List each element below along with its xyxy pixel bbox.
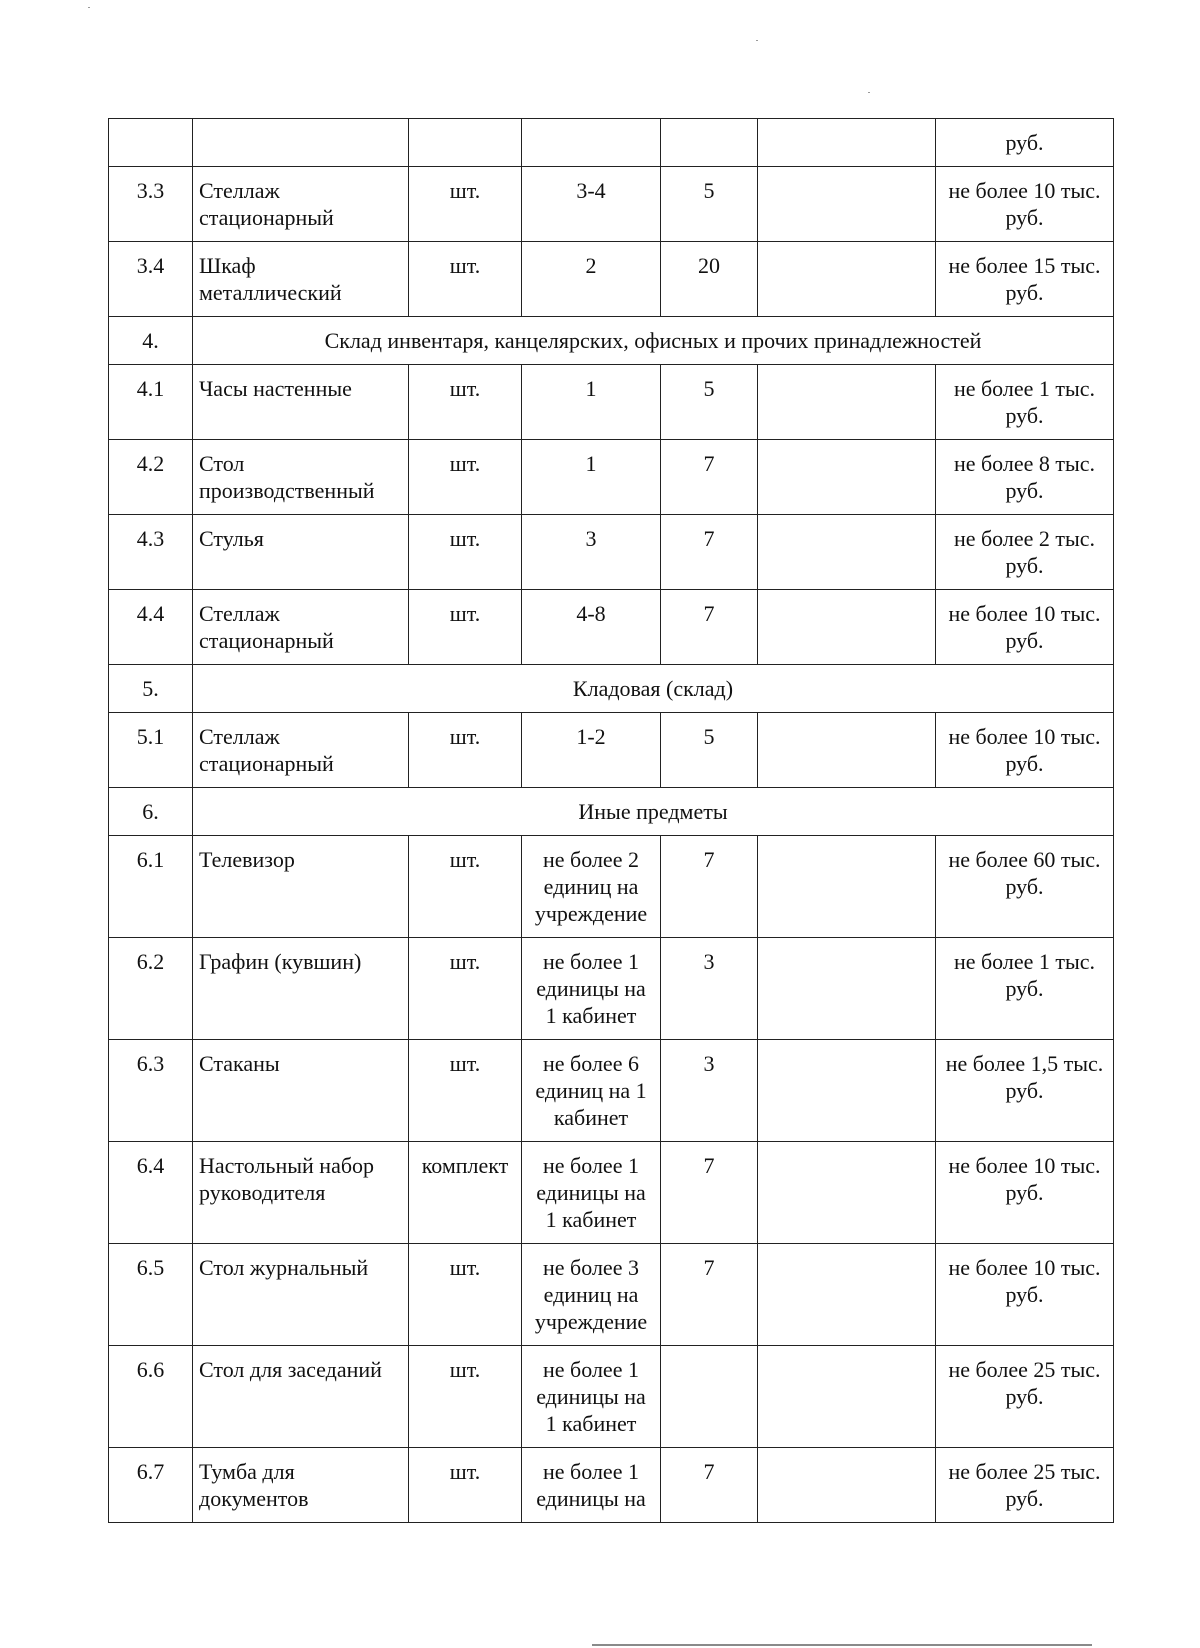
- unit-cell: шт.: [409, 1346, 522, 1448]
- note-cell: [758, 440, 936, 515]
- years-cell: 5: [661, 365, 758, 440]
- section-row: [109, 665, 1114, 713]
- section-number: 5.: [109, 665, 193, 713]
- num-cell: 6.1: [109, 836, 193, 938]
- name-cell: Настольный набор руководителя: [193, 1142, 409, 1244]
- years-cell: 7: [661, 1142, 758, 1244]
- unit-cell: шт.: [409, 590, 522, 665]
- note-cell: [758, 1244, 936, 1346]
- table-row: [109, 1040, 1114, 1142]
- table-row: [109, 590, 1114, 665]
- unit-cell: шт.: [409, 365, 522, 440]
- name-cell: Графин (кувшин): [193, 938, 409, 1040]
- unit-cell: шт.: [409, 1040, 522, 1142]
- qty-cell: 3: [522, 515, 661, 590]
- years-cell: 3: [661, 1040, 758, 1142]
- qty-cell: [522, 119, 661, 167]
- table-row: [109, 1244, 1114, 1346]
- note-cell: [758, 365, 936, 440]
- unit-cell: [409, 119, 522, 167]
- note-cell: [758, 1448, 936, 1523]
- scan-artifact: [868, 92, 870, 93]
- section-title: Иные предметы: [193, 788, 1114, 836]
- name-cell: Стулья: [193, 515, 409, 590]
- note-cell: [758, 242, 936, 317]
- price-cell: не более 10 тыс. руб.: [936, 713, 1114, 788]
- name-cell: Стеллаж стационарный: [193, 167, 409, 242]
- name-cell: Тумба для документов: [193, 1448, 409, 1523]
- qty-cell: 3-4: [522, 167, 661, 242]
- num-cell: 4.4: [109, 590, 193, 665]
- years-cell: 7: [661, 515, 758, 590]
- unit-cell: шт.: [409, 836, 522, 938]
- note-cell: [758, 167, 936, 242]
- table-row: [109, 365, 1114, 440]
- table-row: [109, 1142, 1114, 1244]
- num-cell: 4.1: [109, 365, 193, 440]
- qty-cell: 1: [522, 365, 661, 440]
- table-row: [109, 836, 1114, 938]
- qty-cell: не более 1 единицы на: [522, 1448, 661, 1523]
- note-cell: [758, 1346, 936, 1448]
- qty-cell: не более 1 единицы на 1 кабинет: [522, 1346, 661, 1448]
- note-cell: [758, 713, 936, 788]
- price-cell: руб.: [936, 119, 1114, 167]
- name-cell: [193, 119, 409, 167]
- num-cell: 6.4: [109, 1142, 193, 1244]
- years-cell: 5: [661, 713, 758, 788]
- price-cell: не более 15 тыс. руб.: [936, 242, 1114, 317]
- num-cell: 3.4: [109, 242, 193, 317]
- section-title: Склад инвентаря, канцелярских, офисных и прочих принадлежностей: [193, 317, 1114, 365]
- table-row: [109, 938, 1114, 1040]
- table-row: [109, 242, 1114, 317]
- section-number: 6.: [109, 788, 193, 836]
- section-title: Кладовая (склад): [193, 665, 1114, 713]
- name-cell: Стол журнальный: [193, 1244, 409, 1346]
- price-cell: не более 2 тыс. руб.: [936, 515, 1114, 590]
- price-cell: не более 10 тыс. руб.: [936, 167, 1114, 242]
- table-body: [109, 119, 1114, 1523]
- note-cell: [758, 938, 936, 1040]
- inventory-norms-table: [108, 118, 1114, 1523]
- note-cell: [758, 836, 936, 938]
- name-cell: Стаканы: [193, 1040, 409, 1142]
- num-cell: 6.6: [109, 1346, 193, 1448]
- price-cell: не более 1 тыс. руб.: [936, 365, 1114, 440]
- continuation-row: [109, 119, 1114, 167]
- name-cell: Стол производственный: [193, 440, 409, 515]
- num-cell: [109, 119, 193, 167]
- years-cell: 5: [661, 167, 758, 242]
- note-cell: [758, 590, 936, 665]
- price-cell: не более 1,5 тыс. руб.: [936, 1040, 1114, 1142]
- unit-cell: шт.: [409, 713, 522, 788]
- years-cell: 7: [661, 590, 758, 665]
- qty-cell: не более 3 единиц на учреждение: [522, 1244, 661, 1346]
- name-cell: Стеллаж стационарный: [193, 590, 409, 665]
- qty-cell: 4-8: [522, 590, 661, 665]
- price-cell: не более 25 тыс. руб.: [936, 1448, 1114, 1523]
- qty-cell: 1: [522, 440, 661, 515]
- price-cell: не более 8 тыс. руб.: [936, 440, 1114, 515]
- unit-cell: шт.: [409, 1448, 522, 1523]
- price-cell: не более 10 тыс. руб.: [936, 1142, 1114, 1244]
- years-cell: 3: [661, 938, 758, 1040]
- price-cell: не более 10 тыс. руб.: [936, 590, 1114, 665]
- num-cell: 6.2: [109, 938, 193, 1040]
- page-edge-line: [592, 1644, 1092, 1646]
- table-row: [109, 440, 1114, 515]
- num-cell: 6.5: [109, 1244, 193, 1346]
- note-cell: [758, 1142, 936, 1244]
- qty-cell: 2: [522, 242, 661, 317]
- num-cell: 4.3: [109, 515, 193, 590]
- num-cell: 4.2: [109, 440, 193, 515]
- unit-cell: шт.: [409, 938, 522, 1040]
- years-cell: 7: [661, 1448, 758, 1523]
- note-cell: [758, 119, 936, 167]
- years-cell: 7: [661, 440, 758, 515]
- unit-cell: шт.: [409, 167, 522, 242]
- years-cell: 7: [661, 1244, 758, 1346]
- table-row: [109, 713, 1114, 788]
- num-cell: 5.1: [109, 713, 193, 788]
- name-cell: Стол для заседаний: [193, 1346, 409, 1448]
- years-cell: 20: [661, 242, 758, 317]
- unit-cell: шт.: [409, 440, 522, 515]
- name-cell: Телевизор: [193, 836, 409, 938]
- qty-cell: не более 1 единицы на 1 кабинет: [522, 938, 661, 1040]
- unit-cell: шт.: [409, 1244, 522, 1346]
- table-row: [109, 515, 1114, 590]
- unit-cell: комплект: [409, 1142, 522, 1244]
- table-row: [109, 1346, 1114, 1448]
- name-cell: Шкаф металлический: [193, 242, 409, 317]
- name-cell: Часы настенные: [193, 365, 409, 440]
- section-row: [109, 317, 1114, 365]
- price-cell: не более 25 тыс. руб.: [936, 1346, 1114, 1448]
- scan-artifact: [756, 40, 758, 41]
- note-cell: [758, 1040, 936, 1142]
- years-cell: [661, 119, 758, 167]
- qty-cell: не более 2 единиц на учреждение: [522, 836, 661, 938]
- section-number: 4.: [109, 317, 193, 365]
- price-cell: не более 60 тыс. руб.: [936, 836, 1114, 938]
- qty-cell: не более 6 единиц на 1 кабинет: [522, 1040, 661, 1142]
- unit-cell: шт.: [409, 242, 522, 317]
- scan-artifact: [88, 7, 90, 8]
- name-cell: Стеллаж стационарный: [193, 713, 409, 788]
- num-cell: 3.3: [109, 167, 193, 242]
- note-cell: [758, 515, 936, 590]
- table-row: [109, 1448, 1114, 1523]
- section-row: [109, 788, 1114, 836]
- price-cell: не более 1 тыс. руб.: [936, 938, 1114, 1040]
- table-row: [109, 167, 1114, 242]
- num-cell: 6.3: [109, 1040, 193, 1142]
- years-cell: [661, 1346, 758, 1448]
- num-cell: 6.7: [109, 1448, 193, 1523]
- qty-cell: не более 1 единицы на 1 кабинет: [522, 1142, 661, 1244]
- price-cell: не более 10 тыс. руб.: [936, 1244, 1114, 1346]
- unit-cell: шт.: [409, 515, 522, 590]
- qty-cell: 1-2: [522, 713, 661, 788]
- years-cell: 7: [661, 836, 758, 938]
